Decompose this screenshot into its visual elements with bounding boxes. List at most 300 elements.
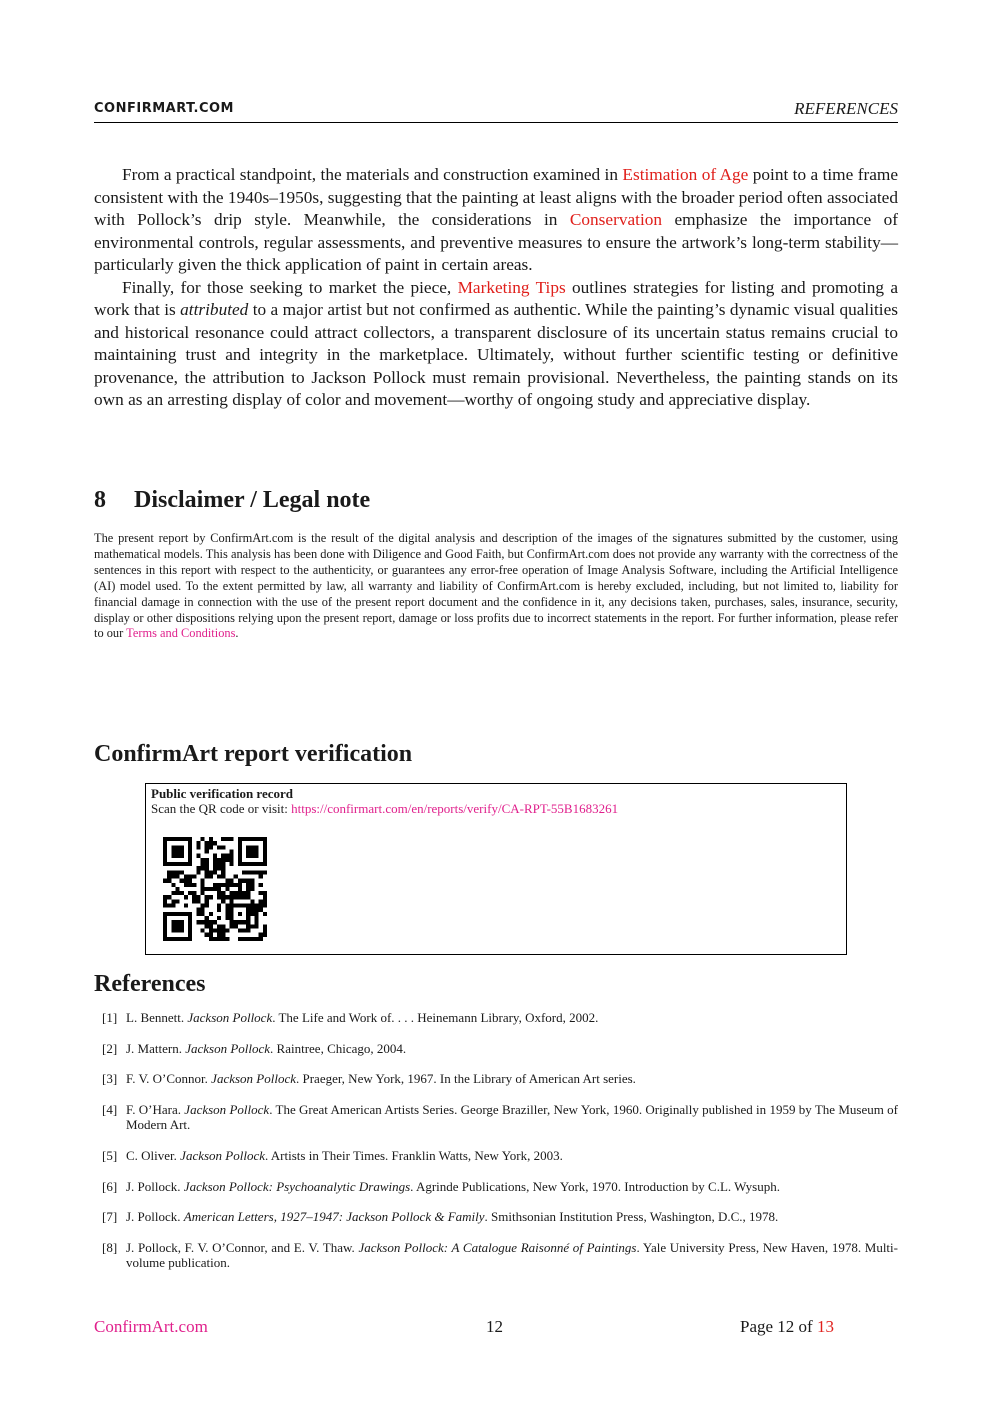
qr-module [200,837,204,841]
reference-details: . The Great American Artists Series. George Braziller, New York, 1960. Originally published in 1959 by The Museum of Modern Art. [126,1101,898,1133]
qr-module [221,858,225,862]
qr-module [221,937,225,941]
qr-module [246,870,250,874]
qr-module [250,904,254,908]
qr-module [246,845,250,849]
qr-module [263,912,267,916]
qr-module [205,845,209,849]
verification-box-title: Public verification record [151,786,294,801]
paragraph-2 [94,277,898,412]
reference-item [94,1209,898,1225]
qr-module [221,870,225,874]
qr-module [255,870,259,874]
reference-details: . Yale University Press, New Haven, 1978. Multi-volume publication. [126,1239,898,1271]
qr-module [213,854,217,858]
qr-module [238,849,242,853]
reference-item [94,1179,898,1195]
qr-module [200,883,204,887]
qr-module [217,858,221,862]
qr-module [221,883,225,887]
qr-module [246,904,250,908]
qr-module [175,837,179,841]
qr-module [200,862,204,866]
section-title: Disclaimer / Legal note [134,487,371,513]
qr-module [238,858,242,862]
qr-module [242,937,246,941]
qr-module [196,920,200,924]
qr-module [230,849,234,853]
footer-page-number: 12 [486,1317,503,1336]
qr-module [259,904,263,908]
qr-module [209,937,213,941]
verification-box [145,783,847,955]
header-rule [94,122,898,123]
qr-module [200,891,204,895]
reference-number: [3] [102,1071,118,1087]
qr-module [230,837,234,841]
text-run: Finally, for those seeking to market the piece, [122,277,458,297]
link-conservation[interactable]: Conservation [569,210,663,229]
qr-module [238,845,242,849]
qr-module [250,837,254,841]
qr-module [184,862,188,866]
text-run: Page 12 of [740,1317,817,1336]
qr-module [180,929,184,933]
qr-module [167,837,171,841]
qr-module [209,887,213,891]
qr-module [171,883,175,887]
reference-number: [7] [102,1209,118,1225]
qr-module [263,933,267,937]
qr-module [188,849,192,853]
qr-module [250,887,254,891]
qr-module [205,933,209,937]
qr-module [200,866,204,870]
reference-details: . Artists in Their Times. Franklin Watts, New York, 2003. [265,1147,563,1163]
qr-module [175,845,179,849]
link-marketing-tips[interactable]: Marketing Tips [457,277,566,297]
qr-module [263,895,267,899]
qr-module [163,916,167,920]
qr-module [167,912,171,916]
qr-module [188,924,192,928]
qr-module [246,862,250,866]
reference-details: . The Life and Work of. . . . Heinemann Library, Oxford, 2002. [272,1010,599,1025]
link-estimation-of-age[interactable]: Estimation of Age [622,165,749,184]
qr-module [196,841,200,845]
footer-site-link[interactable]: ConfirmArt.com [94,1317,208,1336]
qr-module [188,862,192,866]
qr-module [246,929,250,933]
qr-module [163,849,167,853]
qr-module [180,862,184,866]
qr-module [188,912,192,916]
qr-module [221,891,225,895]
qr-module [230,916,234,920]
reference-item [94,1240,898,1271]
qr-module [175,849,179,853]
qr-module [184,874,188,878]
qr-module [246,849,250,853]
qr-module [234,883,238,887]
qr-module [180,837,184,841]
qr-module [255,845,259,849]
qr-module [192,883,196,887]
qr-module [234,891,238,895]
qr-module [230,899,234,903]
reference-number: [8] [102,1239,118,1255]
qr-module [217,916,221,920]
references-list [94,1010,898,1286]
qr-module [163,862,167,866]
qr-module [209,841,213,845]
qr-module [171,845,175,849]
qr-module [263,904,267,908]
qr-module [250,908,254,912]
qr-module [246,895,250,899]
qr-module [238,895,242,899]
qr-module [238,879,242,883]
qr-module [163,933,167,937]
qr-module [175,854,179,858]
qr-module [196,854,200,858]
qr-module [263,862,267,866]
qr-module [238,854,242,858]
qr-module [221,845,225,849]
qr-module [225,858,229,862]
qr-module [209,895,213,899]
qr-module [230,862,234,866]
qr-module [225,879,229,883]
qr-module [171,849,175,853]
qr-module [200,929,204,933]
qr-module [167,862,171,866]
qr-module [167,937,171,941]
qr-module [238,887,242,891]
qr-module [188,883,192,887]
reference-details: . Smithsonian Institution Press, Washington, D.C., 1978. [484,1209,779,1225]
qr-module [196,870,200,874]
reference-authors: J. Pollock. [126,1178,184,1194]
qr-module [234,895,238,899]
qr-module [167,904,171,908]
qr-module [188,854,192,858]
qr-module [250,879,254,883]
qr-module [255,916,259,920]
qr-module [209,924,213,928]
qr-module [192,874,196,878]
qr-module [234,920,238,924]
qr-module [250,870,254,874]
qr-module [213,866,217,870]
verification-url-link[interactable]: https://confirmart.com/en/reports/verify/CA-RPT-55B1683261 [291,801,619,816]
qr-module [230,879,234,883]
qr-module [196,866,200,870]
qr-module [255,849,259,853]
text-run: From a practical standpoint, the materials and construction examined in [122,165,623,184]
qr-module [246,924,250,928]
qr-module [200,904,204,908]
text-run: outlines strategies for listing and promoting a work that is [94,277,898,319]
qr-module [217,933,221,937]
footer-page-of [740,1317,834,1337]
qr-module [184,883,188,887]
qr-module [259,862,263,866]
qr-module [234,874,238,878]
qr-module [242,895,246,899]
qr-module [225,929,229,933]
qr-module [205,899,209,903]
qr-module [217,866,221,870]
qr-module [217,887,221,891]
qr-module [171,920,175,924]
qr-module [230,912,234,916]
qr-module [263,870,267,874]
qr-module [263,899,267,903]
text-run: point to a time frame consistent with the 1940s–1950s, suggesting that the painting at least aligns with the broader period often associated with Pollock’s drip style. Meanwhile, the considerations in [94,165,898,229]
qr-module [196,912,200,916]
qr-module [255,904,259,908]
qr-module [184,912,188,916]
reference-number: [5] [102,1147,118,1163]
qr-module [263,929,267,933]
qr-module [259,837,263,841]
qr-module [205,849,209,853]
qr-module [217,845,221,849]
qr-module [230,908,234,912]
qr-module [188,920,192,924]
brand-logo: CONFIRMART.COM [94,101,234,116]
verification-scan-line [151,801,618,817]
qr-module [171,854,175,858]
qr-module [205,870,209,874]
qr-module [246,920,250,924]
qr-module [180,924,184,928]
text-run: to a major artist but not confirmed as authentic. While the painting’s dynamic visual qualities and historical resonance could attract collectors, a transparent disclosure of its uncertain status remains crucial to maintaining trust and integrity in the marketplace. Ultimately, without further scientific testing or definitive provenance, the attribution to Jackson Pollock must remain provisional. Nevertheless, the painting stands on its own as an arresting display of color and movement—worthy of ongoing study and appreciative display. [94,300,898,409]
qr-module [175,937,179,941]
qr-module [259,908,263,912]
qr-module [188,933,192,937]
qr-module [242,870,246,874]
qr-module [246,891,250,895]
qr-module [238,904,242,908]
qr-module [175,924,179,928]
qr-module [217,908,221,912]
qr-module [246,854,250,858]
reference-item [94,1102,898,1133]
qr-module [163,895,167,899]
qr-module [163,929,167,933]
qr-module [225,887,229,891]
qr-module [184,937,188,941]
qr-module [188,845,192,849]
qr-module [250,849,254,853]
emphasis: attributed [180,300,249,319]
qr-module [259,883,263,887]
qr-module [209,837,213,841]
qr-module [205,916,209,920]
text-run: Scan the QR code or visit: [151,801,292,816]
qr-module [188,837,192,841]
qr-module [238,912,242,916]
qr-module [188,858,192,862]
qr-module [171,837,175,841]
qr-module [205,924,209,928]
reference-number: [6] [102,1178,118,1194]
qr-module [205,887,209,891]
verification-heading: ConfirmArt report verification [94,741,413,767]
qr-module [263,891,267,895]
qr-module [230,895,234,899]
qr-module [217,929,221,933]
paragraph-1 [94,164,898,277]
qr-module [246,908,250,912]
qr-module [180,920,184,924]
reference-item [94,1041,898,1057]
qr-module [263,841,267,845]
qr-module [192,895,196,899]
qr-module [175,874,179,878]
qr-module [163,912,167,916]
qr-module [259,891,263,895]
qr-module [259,937,263,941]
qr-module [163,841,167,845]
qr-module [184,904,188,908]
qr-module [255,854,259,858]
qr-module [263,858,267,862]
qr-module [209,933,213,937]
qr-module [167,874,171,878]
qr-module [230,904,234,908]
qr-module [171,862,175,866]
section-heading-disclaimer [94,487,370,514]
reference-title: Jackson Pollock: Psychoanalytic Drawings [183,1178,411,1194]
qr-module [196,899,200,903]
reference-authors: L. Bennett. [126,1010,188,1025]
qr-module [255,937,259,941]
qr-module [171,891,175,895]
qr-module [163,937,167,941]
qr-module [188,929,192,933]
reference-authors: J. Pollock, F. V. O’Connor, and E. V. Thaw. [126,1239,359,1255]
qr-module [238,862,242,866]
qr-module [213,883,217,887]
qr-module [255,912,259,916]
qr-module [175,929,179,933]
qr-module [184,837,188,841]
qr-module [213,929,217,933]
qr-module [209,874,213,878]
references-heading: References [94,971,206,997]
qr-module [205,858,209,862]
qr-module [246,887,250,891]
qr-module [242,891,246,895]
qr-module [217,883,221,887]
qr-module [238,841,242,845]
reference-title: Jackson Pollock: A Catalogue Raisonné of Paintings [358,1239,637,1255]
qr-module [246,879,250,883]
qr-module [188,874,192,878]
qr-module [221,874,225,878]
qr-module [217,874,221,878]
qr-module [171,937,175,941]
qr-module [205,862,209,866]
reference-item [94,1071,898,1087]
qr-module [221,854,225,858]
qr-module [205,904,209,908]
running-header-section: REFERENCES [794,99,898,118]
qr-module [171,874,175,878]
qr-module [246,883,250,887]
qr-module [238,920,242,924]
qr-module [230,920,234,924]
qr-module [175,891,179,895]
qr-module [180,845,184,849]
qr-module [242,904,246,908]
qr-module [163,899,167,903]
qr-module [200,920,204,924]
qr-module [188,916,192,920]
qr-module [225,916,229,920]
qr-module [163,920,167,924]
qr-module [225,904,229,908]
qr-module [221,929,225,933]
qr-module [246,912,250,916]
qr-module [188,891,192,895]
qr-module [205,920,209,924]
qr-module [213,870,217,874]
qr-module [259,933,263,937]
qr-module [263,845,267,849]
qr-module [180,854,184,858]
reference-authors: C. Oliver. [126,1147,181,1163]
qr-module [205,895,209,899]
qr-module [171,904,175,908]
disclaimer-text [94,531,898,642]
qr-module [259,870,263,874]
qr-module [167,895,171,899]
qr-module [188,879,192,883]
qr-module [225,895,229,899]
footer-total-pages-link[interactable]: 13 [816,1317,834,1336]
qr-module [175,862,179,866]
qr-code[interactable] [163,837,267,941]
reference-authors: F. O’Hara. [126,1101,185,1117]
qr-module [213,862,217,866]
reference-title: Jackson Pollock [180,1147,265,1163]
qr-module [250,862,254,866]
body-text [94,164,898,412]
qr-module [250,937,254,941]
reference-authors: F. V. O’Connor. [126,1071,212,1087]
qr-module [171,870,175,874]
qr-module [175,912,179,916]
qr-module [246,916,250,920]
qr-module [255,908,259,912]
reference-title: Jackson Pollock [184,1101,270,1117]
reference-authors: J. Mattern. [126,1040,186,1056]
qr-module [213,887,217,891]
qr-module [167,879,171,883]
qr-module [200,858,204,862]
qr-module [250,845,254,849]
reference-details: . Agrinde Publications, New York, 1970. Introduction by C.L. Wysuph. [410,1178,780,1194]
text-run: The present report by ConfirmArt.com is the result of the digital analysis and description of the images of the signatures submitted by the customer, using mathematical models. This analysis has been done with Diligence and Good Faith, but ConfirmArt.com does not provide any warranty with the correctness of the sentences in this report with respect to the authenticity, or guarantees any error-free operation of Image Analysis Software, including the Artificial Intelligence (AI) model used. To the extent permitted by law, all warranty and liability of ConfirmArt.com is hereby excluded, including, but not limited to, liability for financial damage in connection with the use of the present report document and the confidence in it, any decisions taken, purchases, sales, insurance, security, display or other dispositions relying upon the present report, damage or loss profits due to incorrect statements in the report. For further information, please refer to our [94,531,898,641]
reference-details: . Praeger, New York, 1967. In the Library of American Art series. [296,1071,636,1087]
link-terms-and-conditions[interactable]: Terms and Conditions [126,626,236,641]
reference-title: Jackson Pollock [211,1071,296,1087]
qr-module [209,929,213,933]
